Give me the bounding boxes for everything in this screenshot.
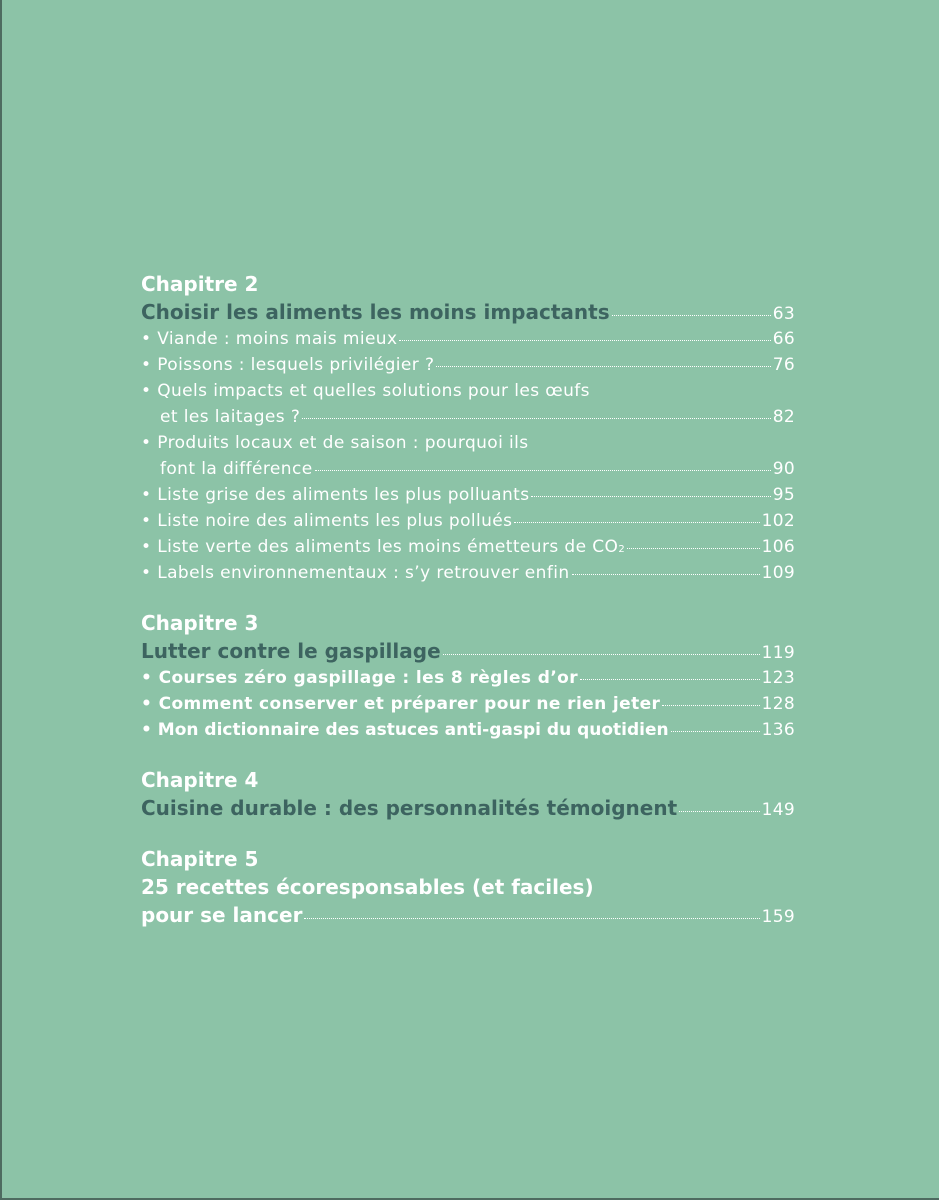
dot-leader — [514, 522, 759, 523]
entry-text: • Courses zéro gaspillage : les 8 règles d’or — [141, 668, 579, 688]
chapter-title: Choisir les aliments les moins impactants — [141, 300, 610, 324]
dot-leader — [580, 679, 760, 680]
dot-leader — [436, 366, 770, 367]
page-number: 66 — [772, 329, 795, 349]
dot-leader — [612, 315, 771, 316]
page-number: 136 — [761, 720, 795, 740]
chapter-label: Chapitre 2 — [141, 272, 259, 296]
toc-entry-line-2[interactable] — [141, 404, 795, 430]
entry-text: • Mon dictionnaire des astuces anti-gaspi du quotidien — [141, 720, 669, 740]
chapter-title-row[interactable] — [141, 794, 795, 822]
entry-text: • Produits locaux et de saison : pourquoi ils — [141, 433, 529, 453]
chapter-title-line-1[interactable] — [141, 873, 795, 901]
subscript: 2 — [618, 544, 626, 555]
chapter-3 — [141, 609, 795, 743]
entry-text-main: • Liste verte des aliments les moins émetteurs de CO — [141, 537, 619, 557]
toc-entry-line-1[interactable] — [141, 378, 795, 404]
chapter-title-row[interactable] — [141, 637, 795, 665]
entry-text: • Quels impacts et quelles solutions pour les œufs — [141, 381, 590, 401]
dot-leader — [671, 731, 760, 732]
chapter-title: pour se lancer — [141, 903, 303, 927]
dot-leader — [302, 418, 771, 419]
chapter-label: Chapitre 4 — [141, 768, 259, 792]
toc-entry[interactable] — [141, 534, 795, 560]
toc-entry[interactable] — [141, 352, 795, 378]
page-number: 109 — [761, 563, 795, 583]
dot-leader — [315, 470, 771, 471]
entry-text: • Liste grise des aliments les plus polluants — [141, 485, 530, 505]
chapter-label: Chapitre 3 — [141, 611, 259, 635]
toc-entry[interactable] — [141, 508, 795, 534]
toc-entry[interactable] — [141, 326, 795, 352]
entry-text: • Liste noire des aliments les plus pollués — [141, 511, 513, 531]
dot-leader — [662, 705, 759, 706]
page-number: 63 — [772, 304, 795, 324]
dot-leader — [304, 918, 759, 919]
chapter-title-line-2[interactable] — [141, 901, 795, 929]
toc-entry[interactable] — [141, 560, 795, 586]
page-number: 82 — [772, 407, 795, 427]
page-number: 106 — [761, 537, 795, 557]
page-number: 128 — [761, 694, 795, 714]
page-number: 159 — [761, 907, 795, 927]
page-number: 95 — [772, 485, 795, 505]
page-number: 76 — [772, 355, 795, 375]
page-number: 90 — [772, 459, 795, 479]
page-number: 102 — [761, 511, 795, 531]
page-number: 123 — [761, 668, 795, 688]
dot-leader — [679, 811, 759, 812]
entry-text: font la différence — [160, 459, 313, 479]
dot-leader — [572, 574, 760, 575]
entry-text: et les laitages ? — [160, 407, 301, 427]
page-number: 149 — [761, 800, 795, 820]
page-number: 119 — [761, 643, 795, 663]
entry-text — [141, 534, 625, 563]
chapter-2 — [141, 270, 795, 586]
chapter-4 — [141, 766, 795, 822]
chapter-5 — [141, 845, 795, 929]
toc-entry[interactable] — [141, 482, 795, 508]
dot-leader — [531, 496, 770, 497]
toc-entry[interactable] — [141, 717, 795, 743]
chapter-title: Cuisine durable : des personnalités témoignent — [141, 796, 678, 820]
toc-entry-line-1[interactable] — [141, 430, 795, 456]
toc-entry[interactable] — [141, 665, 795, 691]
table-of-contents — [141, 270, 795, 952]
toc-entry[interactable] — [141, 691, 795, 717]
dot-leader — [443, 654, 760, 655]
chapter-title-row[interactable] — [141, 298, 795, 326]
entry-text: • Comment conserver et préparer pour ne rien jeter — [141, 694, 661, 714]
entry-text: • Poissons : lesquels privilégier ? — [141, 355, 435, 375]
chapter-title: 25 recettes écoresponsables (et faciles) — [141, 875, 594, 899]
entry-text: • Labels environnementaux : s’y retrouver enfin — [141, 563, 570, 583]
dot-leader — [399, 340, 770, 341]
chapter-label: Chapitre 5 — [141, 847, 259, 871]
chapter-title: Lutter contre le gaspillage — [141, 639, 441, 663]
toc-entry-line-2[interactable] — [141, 456, 795, 482]
entry-text: • Viande : moins mais mieux — [141, 329, 398, 349]
dot-leader — [627, 548, 760, 549]
